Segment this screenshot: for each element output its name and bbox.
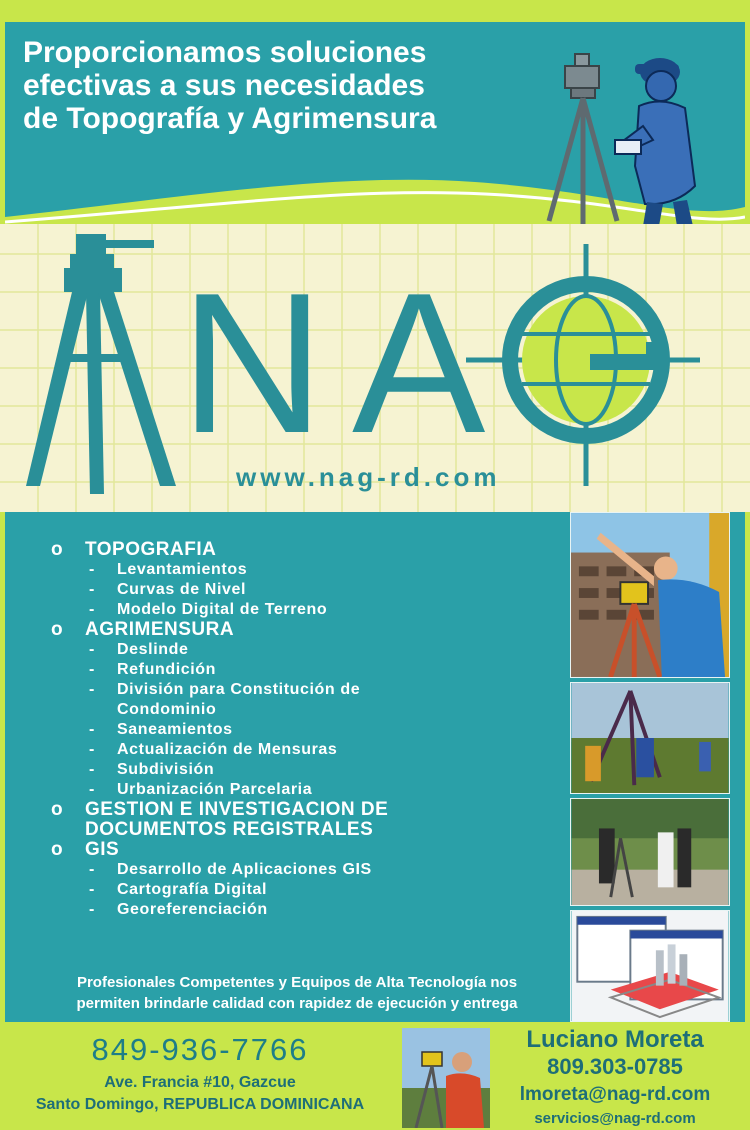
list-item xyxy=(51,640,531,660)
tagline-line: Profesionales Competentes y Equipos de Alta Tecnología nos xyxy=(76,974,518,991)
service-item-label: División para Constitución de xyxy=(117,681,361,698)
list-item xyxy=(51,740,531,760)
surveyor-pointing-photo xyxy=(570,512,730,678)
dash: - xyxy=(89,681,95,698)
service-item-label: Georeferenciación xyxy=(117,901,268,918)
dash: - xyxy=(89,741,95,758)
header-title xyxy=(23,36,563,135)
footer xyxy=(0,1022,750,1130)
category-gis xyxy=(51,840,531,860)
category-title: DOCUMENTOS REGISTRALES xyxy=(85,819,374,840)
services-email[interactable]: servicios@nag-rd.com xyxy=(534,1110,696,1127)
surveyor-portrait-photo xyxy=(402,1028,490,1128)
list-item xyxy=(51,600,531,620)
service-item-label: Condominio xyxy=(117,701,217,718)
contact-email[interactable]: lmoreta@nag-rd.com xyxy=(519,1084,711,1105)
category-gestion-continuation xyxy=(51,820,531,840)
list-item xyxy=(51,680,531,700)
category-agrimensura xyxy=(51,620,531,640)
logo-panel xyxy=(0,224,750,512)
service-item-label: Urbanización Parcelaria xyxy=(117,781,313,798)
address-line-2: Santo Domingo, REPUBLICA DOMINICANA xyxy=(35,1096,365,1113)
dash: - xyxy=(89,641,95,658)
dash: - xyxy=(89,761,95,778)
list-item-continuation xyxy=(51,700,531,720)
gis-software-photo xyxy=(570,910,730,1022)
globe-logo-icon xyxy=(466,244,700,486)
logo-letter-a: A xyxy=(352,252,486,475)
category-title: GIS xyxy=(85,839,120,860)
service-item-label: Saneamientos xyxy=(117,721,233,738)
bullet: o xyxy=(51,799,64,820)
list-item xyxy=(51,760,531,780)
dash: - xyxy=(89,661,95,678)
surveyor-illustration-icon xyxy=(535,36,715,226)
service-item-label: Actualización de Mensuras xyxy=(117,741,338,758)
category-title: TOPOGRAFIA xyxy=(85,539,217,560)
dash: - xyxy=(89,861,95,878)
header-title-line: efectivas a sus necesidades xyxy=(23,69,425,102)
service-item-label: Cartografía Digital xyxy=(117,881,268,898)
bullet: o xyxy=(51,619,64,640)
tagline xyxy=(27,972,567,1014)
service-item-label: Curvas de Nivel xyxy=(117,581,247,598)
list-item xyxy=(51,880,531,900)
website-url[interactable]: www.nag-rd.com xyxy=(236,462,501,492)
dash: - xyxy=(89,881,95,898)
service-item-label: Desarrollo de Aplicaciones GIS xyxy=(117,861,372,878)
tripod-logo-icon xyxy=(26,234,176,494)
service-item-label: Levantamientos xyxy=(117,561,248,578)
dash: - xyxy=(89,901,95,918)
service-item-label: Deslinde xyxy=(117,641,189,658)
dash: - xyxy=(89,781,95,798)
category-gestion xyxy=(51,800,531,820)
service-item-label: Subdivisión xyxy=(117,761,215,778)
category-title: GESTION E INVESTIGACION DE xyxy=(85,799,389,820)
service-list xyxy=(51,540,531,920)
phone-number[interactable]: 849-936-7766 xyxy=(91,1032,309,1067)
bullet: o xyxy=(51,839,64,860)
list-item xyxy=(51,860,531,880)
category-topografia xyxy=(51,540,531,560)
dash: - xyxy=(89,561,95,578)
category-title: AGRIMENSURA xyxy=(85,619,235,640)
list-item xyxy=(51,660,531,680)
header-title-line: Proporcionamos soluciones xyxy=(23,36,427,69)
header-banner xyxy=(5,22,745,232)
service-item-label: Modelo Digital de Terreno xyxy=(117,601,328,618)
team-survey-photo xyxy=(570,798,730,906)
list-item xyxy=(51,900,531,920)
tagline-line: permiten brindarle calidad con rapidez de ejecución y entrega xyxy=(76,995,518,1012)
bullet: o xyxy=(51,539,64,560)
header-title-line: de Topografía y Agrimensura xyxy=(23,102,437,135)
list-item xyxy=(51,720,531,740)
dash: - xyxy=(89,601,95,618)
field-survey-photo xyxy=(570,682,730,794)
dash: - xyxy=(89,581,95,598)
logo-letter-n: N xyxy=(180,252,325,475)
address-line-1: Ave. Francia #10, Gazcue xyxy=(104,1074,296,1091)
service-item-label: Refundición xyxy=(117,661,217,678)
list-item xyxy=(51,780,531,800)
contact-phone[interactable]: 809.303-0785 xyxy=(547,1054,683,1079)
list-item xyxy=(51,580,531,600)
services-panel xyxy=(5,512,745,1022)
contact-name: Luciano Moreta xyxy=(526,1026,704,1053)
dash: - xyxy=(89,721,95,738)
list-item xyxy=(51,560,531,580)
